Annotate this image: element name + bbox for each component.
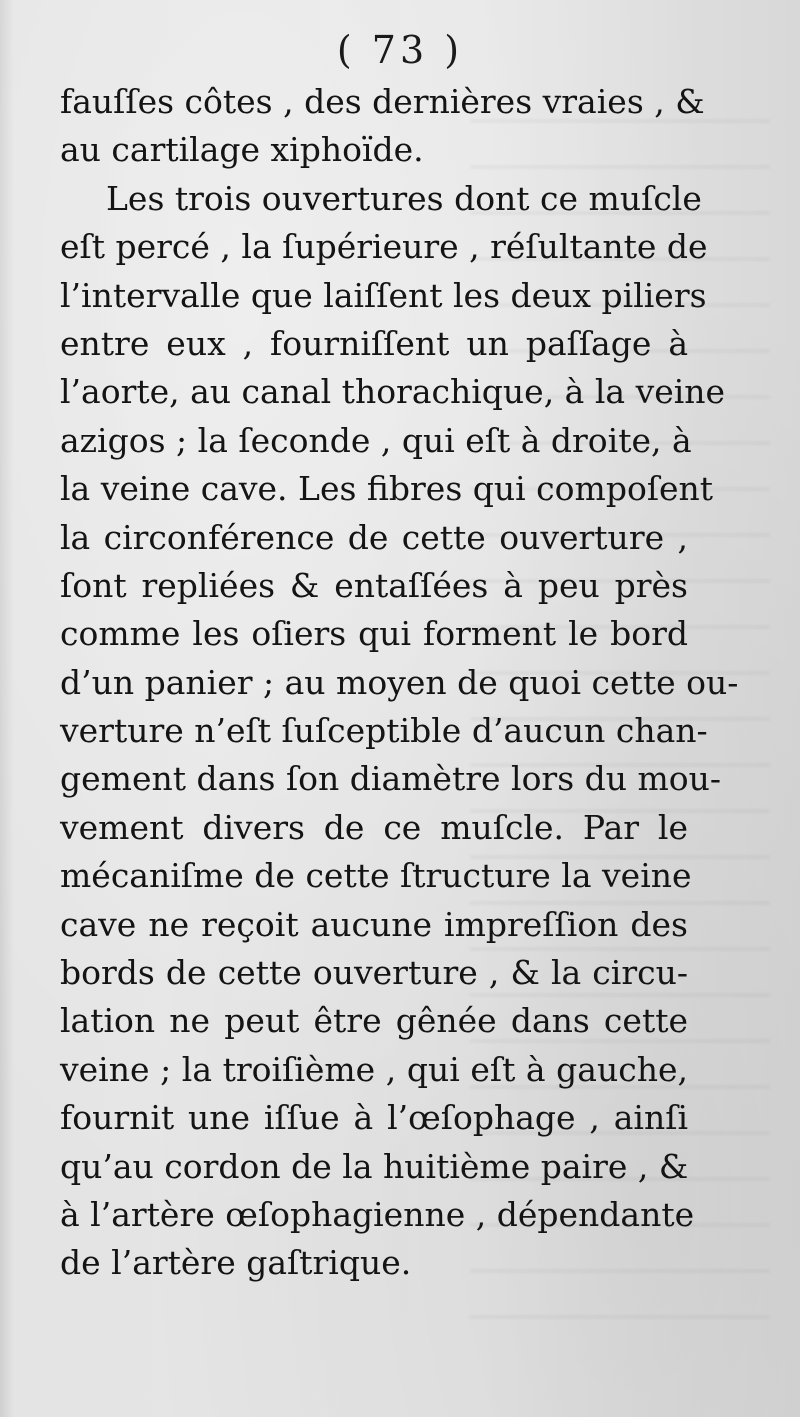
body-text — [60, 78, 739, 1288]
text-line: Les trois ouvertures dont ce muſcle — [106, 178, 702, 218]
text-line: bords de cette ouverture , & la circu- — [60, 953, 688, 993]
page-number: ( 73 ) — [336, 28, 464, 72]
text-line: ſont repliées & entaſſées à peu près — [60, 565, 688, 605]
text-line: vement divers de ce muſcle. Par le — [60, 807, 688, 847]
text-line: fournit une iſſue à l’œſophage , ainſi — [60, 1098, 688, 1138]
text-line: à l’artère œſophagienne , dépendante — [60, 1194, 695, 1234]
text-line: d’un panier ; au moyen de quoi cette ou- — [60, 662, 739, 702]
text-line: entre eux , fourniſſent un paſſage à — [60, 323, 688, 363]
text-line: azigos ; la ſeconde , qui eſt à droite, à — [60, 420, 692, 460]
text-line: la circonférence de cette ouverture , — [60, 517, 688, 557]
text-line: l’intervalle que laiſſent les deux piliers — [60, 275, 707, 315]
text-line: qu’au cordon de la huitième paire , & — [60, 1146, 689, 1186]
text-line: veine ; la troiſième , qui eſt à gauche, — [60, 1049, 688, 1089]
text-line: comme les oſiers qui forment le bord — [60, 614, 688, 654]
text-line: l’aorte, au canal thorachique, à la veine — [60, 372, 726, 412]
text-line: gement dans ſon diamètre lors du mou- — [60, 759, 722, 799]
text-line: verture n’eſt ſuſceptible d’aucun chan- — [60, 711, 708, 751]
text-line: mécaniſme de cette ſtructure la veine — [60, 856, 692, 896]
text-line: eſt percé , la ſupérieure , réſultante de — [60, 227, 708, 267]
text-line: au cartilage xiphoïde. — [60, 130, 424, 170]
text-line: la veine cave. Les fibres qui compoſent — [60, 469, 714, 509]
text-line: cave ne reçoit aucune impreſſion des — [60, 904, 688, 944]
text-line: lation ne peut être gênée dans cette — [60, 1001, 688, 1041]
text-line: de l’artère gaſtrique. — [60, 1243, 412, 1283]
text-line: fauſſes côtes , des dernières vraies , & — [60, 82, 705, 121]
